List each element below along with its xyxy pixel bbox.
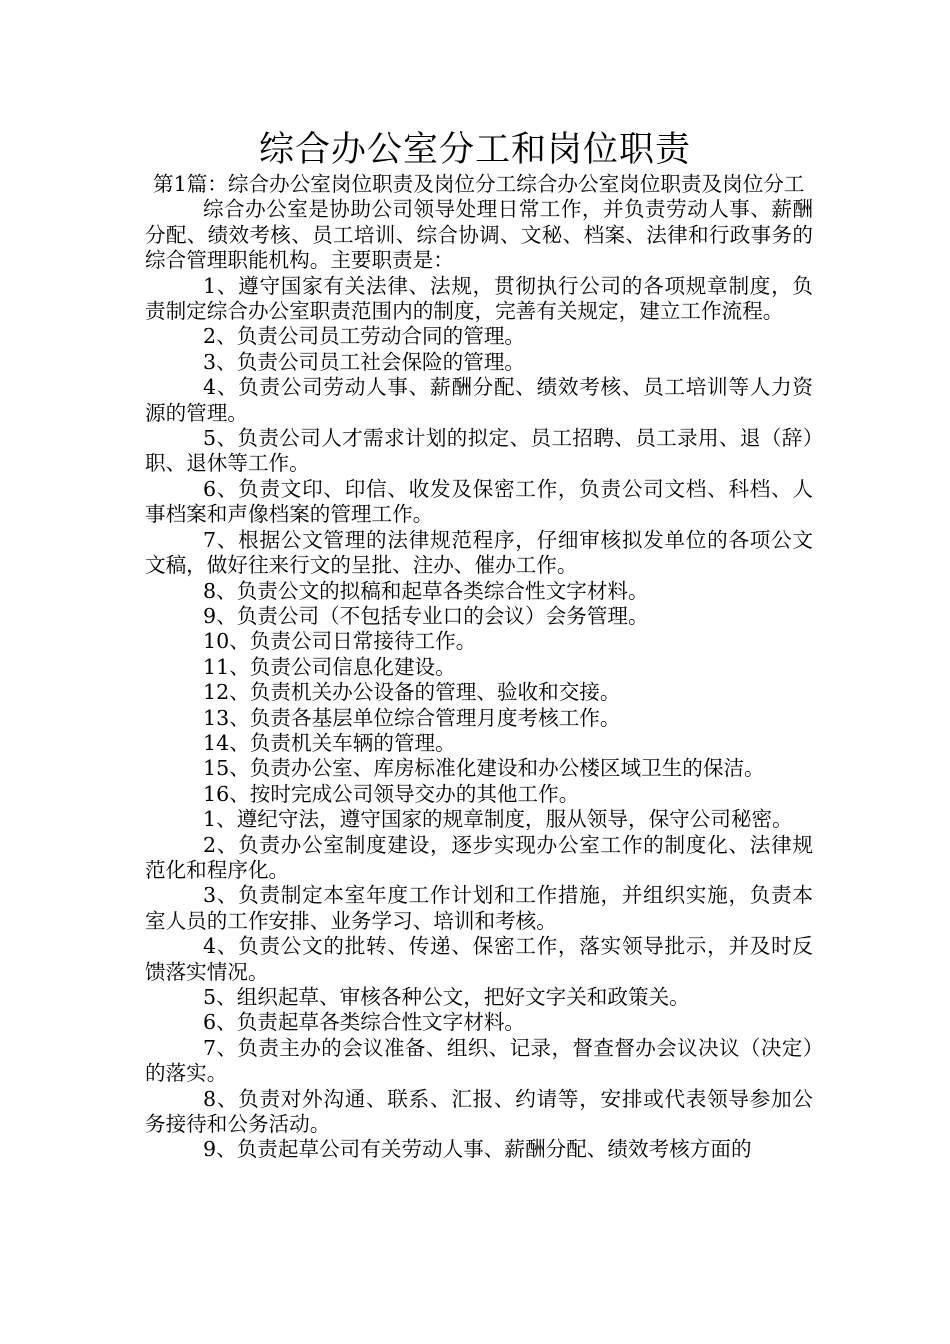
director-duty-item: 1、遵纪守法，遵守国家的规章制度，服从领导，保守公司秘密。 — [203, 807, 793, 832]
director-duty-item: 2、负责办公室制度建设，逐步实现办公室工作的制度化、法律规范化和程序化。 — [145, 832, 813, 882]
duty-item: 1、遵守国家有关法律、法规，贯彻执行公司的各项规章制度，负责制定综合办公室职责范围内的制度，完善有关规定，建立工作流程。 — [145, 273, 813, 324]
director-duty-item: 9、负责起草公司有关劳动人事、薪酬分配、绩效考核方面的 — [203, 1137, 752, 1162]
duty-item: 4、负责公司劳动人事、薪酬分配、绩效考核、员工培训等人力资源的管理。 — [145, 375, 813, 425]
director-duty-item: 5、组织起草、审核各种公文，把好文字关和政策关。 — [203, 985, 690, 1009]
duty-item: 8、负责公文的拟稿和起草各类综合性文字材料。 — [203, 578, 649, 603]
duty-item: 12、负责机关办公设备的管理、验收和交接。 — [203, 680, 621, 705]
director-duty-item: 6、负责起草各类综合性文字材料。 — [203, 1010, 526, 1035]
duty-item: 10、负责公司日常接待工作。 — [203, 629, 477, 654]
duty-item: 15、负责办公室、库房标准化建设和办公楼区域卫生的保洁。 — [203, 756, 765, 781]
duty-item: 14、负责机关车辆的管理。 — [203, 730, 456, 755]
duty-item: 2、负责公司员工劳动合同的管理。 — [203, 324, 526, 349]
duty-item: 13、负责各基层单位综合管理月度考核工作。 — [203, 705, 621, 730]
document-body — [145, 172, 813, 1163]
duty-item: 3、负责公司员工社会保险的管理。 — [203, 349, 526, 374]
director-duty-item: 4、负责公文的批转、传递、保密工作，落实领导批示，并及时反馈落实情况。 — [145, 934, 813, 984]
director-duty-item: 3、负责制定本室年度工作计划和工作措施，并组织实施，负责本室人员的工作安排、业务学习、培训和考核。 — [145, 883, 813, 933]
duty-item: 7、根据公文管理的法律规范程序，仔细审核拟发单位的各项公文文稿，做好往来行文的呈批、注办、催办工作。 — [145, 527, 813, 578]
duty-item: 16、按时完成公司领导交办的其他工作。 — [203, 781, 580, 806]
director-duty-item: 8、负责对外沟通、联系、汇报、约请等，安排或代表领导参加公务接待和公务活动。 — [145, 1086, 813, 1137]
duty-item: 6、负责文印、印信、收发及保密工作，负责公司文档、科档、人事档案和声像档案的管理工作。 — [145, 476, 813, 527]
document-title: 综合办公室分工和岗位职责 — [258, 130, 691, 170]
section-subtitle: 第1篇：综合办公室岗位职责及岗位分工综合办公室岗位职责及岗位分工 — [153, 172, 805, 196]
intro-paragraph: 综合办公室是协助公司领导处理日常工作，并负责劳动人事、薪酬分配、绩效考核、员工培训、综合协调、文秘、档案、法律和行政事务的综合管理职能机构。主要职责是： — [145, 197, 813, 273]
duty-item: 11、负责公司信息化建设。 — [203, 654, 456, 679]
director-duty-item: 7、负责主办的会议准备、组织、记录，督查督办会议决议（决定）的落实。 — [145, 1035, 813, 1086]
duty-item: 5、负责公司人才需求计划的拟定、员工招聘、员工录用、退（辞）职、退休等工作。 — [145, 426, 813, 476]
duty-item: 9、负责公司（不包括专业口的会议）会务管理。 — [203, 603, 649, 628]
